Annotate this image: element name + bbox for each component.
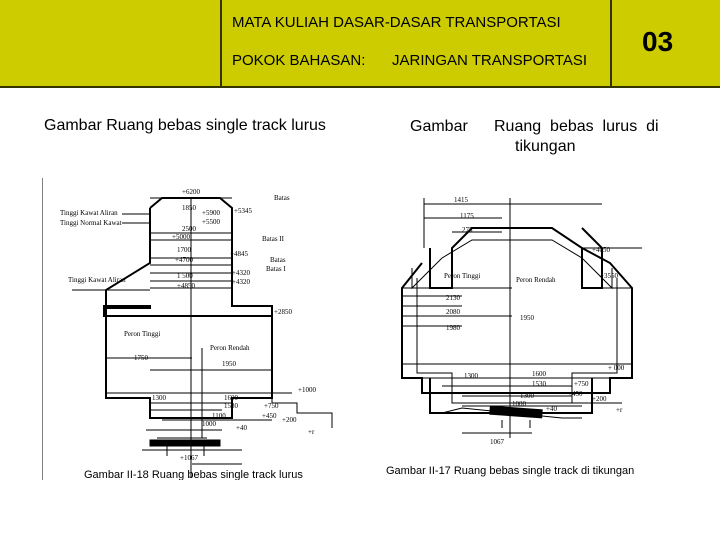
left-label-1700: 1700 — [177, 246, 191, 254]
left-label-1600: 1600 — [224, 394, 238, 402]
topic-label: POKOK BAHASAN: — [232, 52, 366, 69]
left-label-1750: 1750 — [134, 354, 148, 362]
left-label-1000top: +1000 — [298, 386, 316, 394]
course-title: MATA KULIAH DASAR-DASAR TRANSPORTASI — [232, 14, 561, 31]
left-label-5000: +5000 — [172, 233, 190, 241]
header-bottom-border — [0, 86, 720, 88]
left-label-5500: +5500 — [202, 218, 220, 226]
right-label-peron-tinggi: Peron Tinggi — [444, 272, 481, 280]
left-label-5900: +5900 — [202, 209, 220, 217]
header-divider-left — [220, 0, 222, 88]
figure-right-caption: Gambar II-17 Ruang bebas single track di tikungan — [386, 465, 635, 477]
left-label-4320b: +4320 — [232, 278, 250, 286]
figure-left-straight-track — [42, 178, 342, 480]
left-label-kawat-aliran2: Tinggi Kawat Aliran — [68, 276, 126, 284]
left-label-1850: 1850 — [182, 204, 196, 212]
left-label-4700: +4700 — [175, 256, 193, 264]
clearance-lower-outline — [106, 306, 272, 418]
right-label-4050: +4050 — [592, 246, 610, 254]
left-label-4845: +4845 — [230, 250, 248, 258]
left-label-batas: Batas — [274, 194, 290, 202]
left-label-1300: 1300 — [152, 394, 166, 402]
left-label-normal-kawat: Tinggi Normal Kawat — [60, 219, 122, 227]
left-label-batas-i: Batas I — [266, 265, 286, 273]
caption-right-word1: Gambar — [410, 118, 468, 135]
right-label-275: 275 — [462, 226, 473, 234]
left-label-batas2: Batas — [270, 256, 286, 264]
left-label-1100: 1100 — [212, 412, 226, 420]
left-label-peron-tinggi: Peron Tinggi — [124, 330, 161, 338]
right-label-r: +r — [616, 406, 623, 414]
right-label-450: +450 — [568, 390, 583, 398]
left-label-750: +750 — [264, 402, 279, 410]
right-label-1000b: 1000 — [512, 400, 526, 408]
left-label-batas-ii: Batas II — [262, 235, 284, 243]
right-label-1300b: 1300 — [520, 392, 534, 400]
header-bar — [0, 0, 720, 88]
right-label-750: +750 — [574, 380, 589, 388]
left-label-2850: +2850 — [274, 308, 292, 316]
right-label-2080: 2080 — [446, 308, 460, 316]
left-label-1000: 1000 — [202, 420, 216, 428]
right-label-1950: 1950 — [520, 314, 534, 322]
left-label-kawat-aliran: Tinggi Kawat Aliran — [60, 209, 118, 217]
right-label-1600: 1600 — [532, 370, 546, 378]
left-label-5345: +5345 — [234, 207, 252, 215]
caption-right-word2: Ruang bebas lurus di — [494, 118, 659, 135]
figure-right-curved-track — [382, 188, 682, 480]
right-label-1067: 1067 — [490, 438, 504, 446]
caption-left: Gambar Ruang bebas single track lurus — [44, 117, 326, 134]
left-label-40: +40 — [236, 424, 247, 432]
left-label-2500: 2500 — [182, 225, 196, 233]
left-label-1067: +1067 — [180, 454, 198, 462]
right-label-1530: 1530 — [532, 380, 546, 388]
left-label-4320: +4320 — [232, 269, 250, 277]
caption-right-word3: tikungan — [515, 138, 576, 155]
slide-number: 03 — [642, 26, 674, 57]
left-label-1500: 1 500 — [177, 272, 193, 280]
right-label-3550: +3550 — [600, 272, 618, 280]
right-label-200: +200 — [592, 395, 607, 403]
left-label-peron-rendah: Peron Rendah — [210, 344, 250, 352]
right-label-peron-rendah: Peron Rendah — [516, 276, 556, 284]
left-label-1950: 1950 — [222, 360, 236, 368]
right-label-1175: 1175 — [460, 212, 474, 220]
left-label-4850: +4850 — [177, 282, 195, 290]
header-divider-right — [610, 0, 612, 88]
figure-left-caption: Gambar II-18 Ruang bebas single track lurus — [84, 469, 303, 480]
left-label-6200: +6200 — [182, 188, 200, 196]
left-label-450: +450 — [262, 412, 277, 420]
right-label-1300: 1300 — [464, 372, 478, 380]
left-label-r: +r — [308, 428, 315, 436]
left-label-200: +200 — [282, 416, 297, 424]
right-label-1415: 1415 — [454, 196, 468, 204]
right-label-1980: 1980 — [446, 324, 460, 332]
topic-value: JARINGAN TRANSPORTASI — [392, 52, 588, 69]
right-label-1000: + 000 — [608, 364, 625, 372]
left-label-1530: 1530 — [224, 402, 238, 410]
right-label-40: +40 — [546, 405, 557, 413]
right-label-2130: 2130 — [446, 294, 460, 302]
